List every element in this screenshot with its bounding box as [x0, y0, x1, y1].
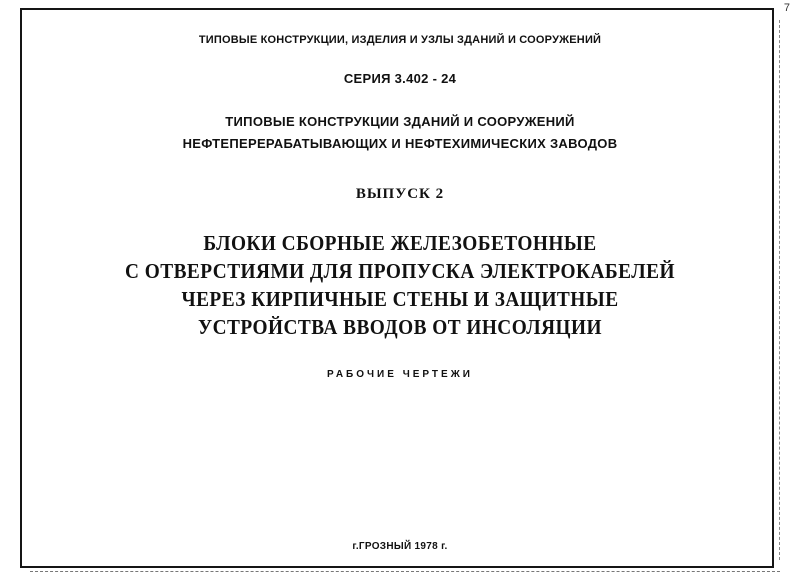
- document-type: РАБОЧИЕ ЧЕРТЕЖИ: [327, 369, 473, 380]
- series-number: СЕРИЯ 3.402 - 24: [343, 71, 457, 86]
- issue-number: ВЫПУСК 2: [355, 186, 445, 202]
- subject-line-2: НЕФТЕПЕРЕРАБАТЫВАЮЩИХ И НЕФТЕХИМИЧЕСКИХ ЗАВОДОВ: [182, 136, 618, 151]
- corner-page-mark: 7: [783, 2, 790, 14]
- subject-line-1: ТИПОВЫЕ КОНСТРУКЦИИ ЗДАНИЙ И СООРУЖЕНИЙ: [225, 114, 575, 129]
- collection-heading: ТИПОВЫЕ КОНСТРУКЦИИ, ИЗДЕЛИЯ И УЗЛЫ ЗДАНИЙ И СООРУЖЕНИЙ: [198, 34, 602, 46]
- title-line-3: ЧЕРЕЗ КИРПИЧНЫЕ СТЕНЫ И ЗАЩИТНЫЕ: [181, 287, 619, 311]
- title-line-1: БЛОКИ СБОРНЫЕ ЖЕЛЕЗОБЕТОННЫЕ: [203, 231, 597, 255]
- bottom-dashed-margin: [30, 571, 780, 572]
- title-line-4: УСТРОЙСТВА ВВОДОВ ОТ ИНСОЛЯЦИИ: [198, 315, 602, 339]
- right-dashed-margin: [779, 20, 780, 560]
- title-line-2: С ОТВЕРСТИЯМИ ДЛЯ ПРОПУСКА ЭЛЕКТРОКАБЕЛЕЙ: [125, 259, 675, 283]
- place-and-year: г.ГРОЗНЫЙ 1978 г.: [352, 541, 448, 552]
